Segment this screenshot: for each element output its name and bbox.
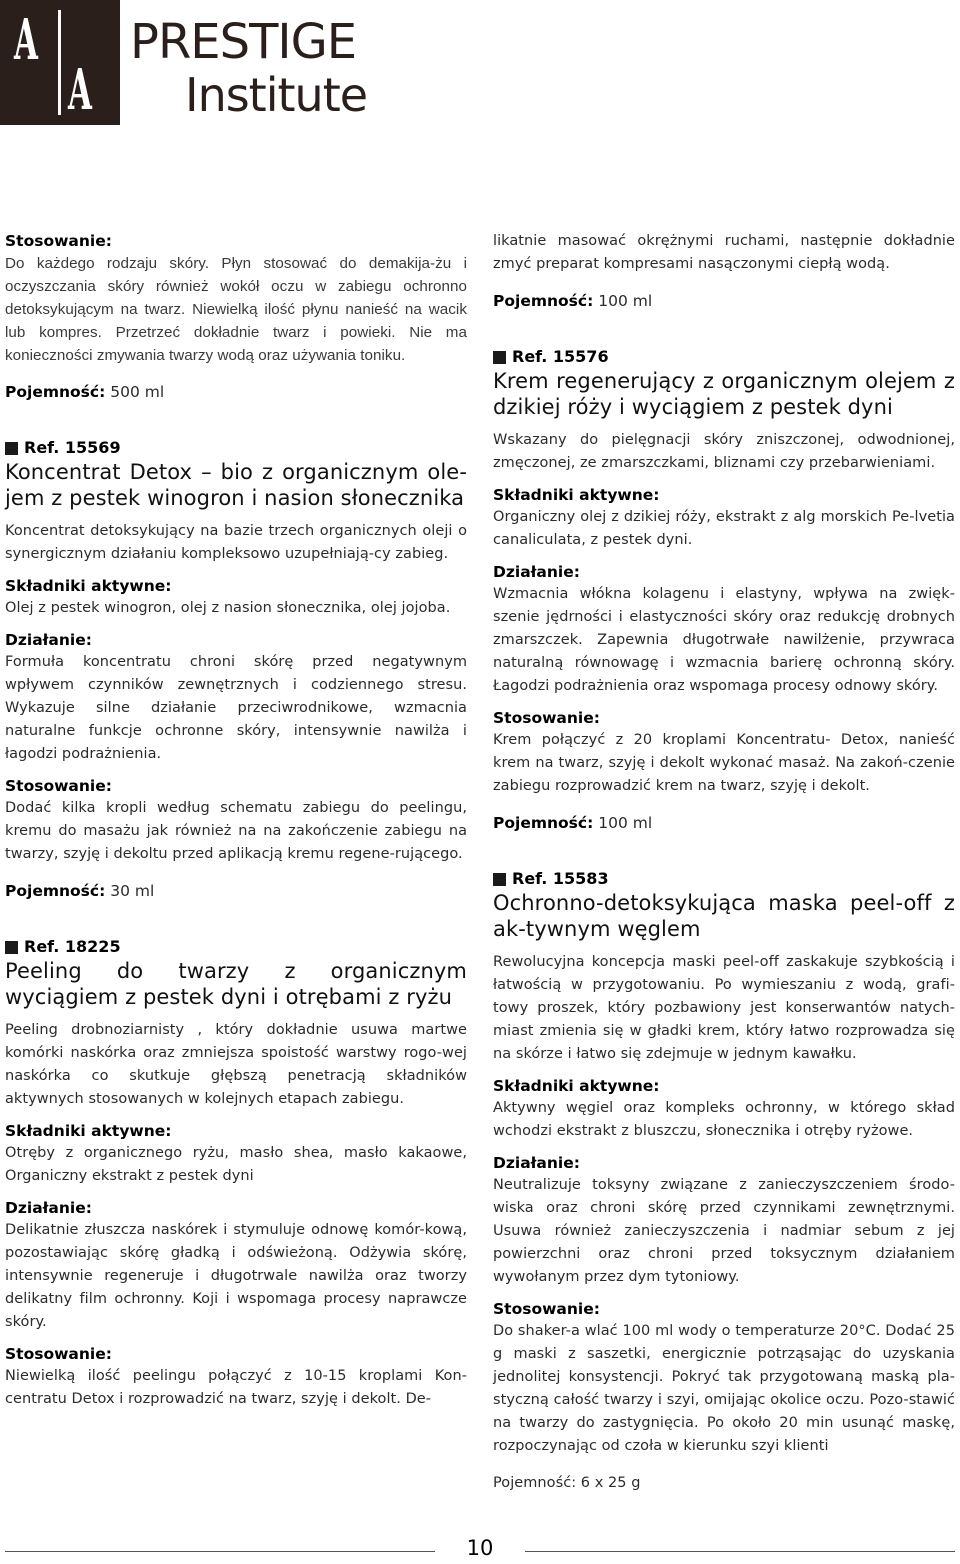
footer-rule-left: [5, 1551, 435, 1552]
capacity-label: Pojemność:: [5, 882, 106, 900]
ingredients-text: Organiczny olej z dzikiej róży, ekstrakt z alg morskich Pe-lvetia canaliculata, z pestek dyni.: [493, 509, 955, 548]
product-capacity: Pojemność: 6 x 25 g: [493, 1475, 641, 1491]
usage-text: Krem połączyć z 20 kroplami Koncentratu- Detox, nanieść krem na twarz, szyję i dekolt wykonać masaż. Na zakoń-czenie zabiegu rozprowadzić krem na twarz, szyję i dekolt.: [493, 732, 955, 794]
ingredients-label: Składniki aktywne:: [5, 577, 172, 595]
logo-letter-a1: A: [14, 7, 38, 73]
usage-label: Stosowanie:: [493, 1300, 600, 1318]
intro-usage-label: Stosowanie:: [5, 232, 112, 250]
usage-text: Niewielką ilość peelingu połączyć z 10-15 kroplami Kon-centratu Detox i rozprowadzić na twarz, szyję i dekolt. De-: [5, 1368, 467, 1407]
bullet-square-icon: [493, 351, 506, 364]
capacity-value: 30 ml: [110, 882, 155, 900]
product-ref: [493, 868, 955, 890]
continued-capacity: [493, 290, 955, 312]
action-label: Działanie:: [5, 1199, 92, 1217]
intro-capacity: [5, 381, 467, 403]
action-label: Działanie:: [5, 631, 92, 649]
ingredients-label: Składniki aktywne:: [493, 486, 660, 504]
product-capacity: [493, 812, 955, 834]
bullet-square-icon: [493, 873, 506, 886]
usage-label: Stosowanie:: [5, 1345, 112, 1363]
brand-logo: [0, 0, 380, 130]
product-ref: [5, 437, 467, 459]
action-text: Delikatnie złuszcza naskórek i stymuluje odnowę komór-kową, pozostawiając skórę gładką i odświeżoną. Odżywia skórę, intensywnie regeneruje i długotrwale nawilża oraz tworzy delikatny film ochronny. Koji i wspomaga procesy naprawcze skóry.: [5, 1222, 467, 1330]
product-title: Krem regenerujący z organicznym olejem z dzikiej róży i wyciągiem z pestek dyni: [493, 369, 955, 419]
ref-text: Ref. 18225: [24, 937, 121, 956]
bullet-square-icon: [5, 442, 18, 455]
brand-subtitle: Institute: [185, 68, 368, 122]
action-text: Neutralizuje toksyny związane z zanieczyszczeniem środo-wiska oraz chroni skórę przed czynnikami zewnętrznymi. Usuwa również zanieczyszczenia i nadmiar sebum z jej powierzchni oraz chroni przed toksycznym działaniem wywołanym przez dym tytoniowy.: [493, 1177, 955, 1285]
product-15583: [493, 868, 955, 1495]
ingredients-text: Aktywny węgiel oraz kompleks ochronny, w którego skład wchodzi ekstrakt z bluszczu, słonecznika i otręby ryżowe.: [493, 1100, 955, 1139]
brand-name: PRESTIGE: [130, 14, 357, 70]
product-title: Ochronno-detoksykująca maska peel-off z ak-tywnym węglem: [493, 891, 955, 941]
product-description: Peeling drobnoziarnisty , który dokładnie usuwa martwe komórki naskórka oraz zmniejsza spoistość warstwy rogo-wej naskórka co skutkuje głębszą penetracją składników aktywnych stosowanych w kolejnych etapach zabiegu.: [5, 1022, 467, 1107]
product-18225: [5, 936, 467, 1411]
capacity-label: Pojemność:: [5, 383, 106, 401]
product-ref: [5, 936, 467, 958]
product-capacity: [5, 880, 467, 902]
capacity-value: 100 ml: [598, 814, 653, 832]
right-column: [493, 230, 955, 1495]
ref-text: Ref. 15576: [512, 347, 609, 366]
continued-usage-text: likatnie masować okrężnymi ruchami, następnie dokładnie zmyć preparat kompresami nasączonymi ciepłą wodą.: [493, 233, 955, 272]
usage-text: Dodać kilka kropli według schematu zabiegu do peelingu, kremu do masażu jak również na na zakończenie zabiegu na twarzy, szyję i dekoltu przed aplikacją kremu regene-rującego.: [5, 800, 467, 862]
left-column: [5, 230, 467, 1411]
ingredients-text: Olej z pestek winogron, olej z nasion słonecznika, olej jojoba.: [5, 600, 451, 616]
logo-emblem: [0, 0, 120, 125]
product-title: Peeling do twarzy z organicznym wyciągiem z pestek dyni i otrębami z ryżu: [5, 959, 467, 1009]
ingredients-label: Składniki aktywne:: [5, 1122, 172, 1140]
bullet-square-icon: [5, 941, 18, 954]
page-footer: [0, 1532, 960, 1564]
action-text: Formuła koncentratu chroni skórę przed negatywnym wpływem czynników zewnętrznych i codziennego stresu. Wykazuje silne działanie przeciwrodnikowe, wzmacnia naturalne funkcje ochronne skóry, intensywnie nawilża i łagodzi podrażnienia.: [5, 654, 467, 762]
capacity-label: Pojemność:: [493, 814, 594, 832]
usage-text: Do shaker-a wlać 100 ml wody o temperaturze 20°C. Dodać 25 g maski z saszetki, energicznie potrząsając do uzyskania jednolitej konsystencji. Pokryć tak przygotowaną maską pla-styczną całość twarzy i szyi, omijając okolice oczu. Pozo-stawić na twarzy do zastygnięcia. Po około 20 min usunąć maskę, rozpoczynając od czoła w kierunku szyi klienti: [493, 1323, 955, 1454]
action-label: Działanie:: [493, 1154, 580, 1172]
ingredients-text: Otręby z organicznego ryżu, masło shea, masło kakaowe, Organiczny ekstrakt z pestek dyni: [5, 1145, 467, 1184]
product-15569: [5, 437, 467, 902]
product-description: Rewolucyjna koncepcja maski peel-off zaskakuje szybkością i łatwością w przygotowaniu. Po wymieszaniu z wodą, grafi-towy proszek, który pozbawiony jest konserwantów natych-miast zmienia się w gładki krem, który łatwo rozprowadza się na skórze i łatwo się zdejmuje w jednym kawałku.: [493, 954, 955, 1062]
product-description: Koncentrat detoksykujący na bazie trzech organicznych oleji o synergicznym działaniu kompleksowo uzupełniają-cy zabieg.: [5, 523, 467, 562]
product-title: Koncentrat Detox – bio z organicznym ole-jem z pestek winogron i nasion słonecznika: [5, 460, 467, 510]
ref-text: Ref. 15583: [512, 869, 609, 888]
usage-label: Stosowanie:: [493, 709, 600, 727]
logo-letter-a2: A: [68, 57, 92, 123]
action-label: Działanie:: [493, 563, 580, 581]
product-15576: [493, 346, 955, 834]
capacity-value: 100 ml: [598, 292, 653, 310]
ref-text: Ref. 15569: [24, 438, 121, 457]
product-description: Wskazany do pielęgnacji skóry zniszczonej, odwodnionej, zmęczonej, ze zmarszczkami, bliznami czy przebarwieniami.: [493, 432, 955, 471]
usage-label: Stosowanie:: [5, 777, 112, 795]
capacity-value: 500 ml: [110, 383, 165, 401]
logo-divider: [58, 10, 61, 115]
capacity-label: Pojemność:: [493, 292, 594, 310]
product-ref: [493, 346, 955, 368]
action-text: Wzmacnia włókna kolagenu i elastyny, wpływa na zwięk-szenie jędrności i elastyczności skóry oraz redukcję drobnych zmarszczek. Zapewnia długotrwałe nawilżenie, przywraca naturalną równowagę i wzmacnia barierę ochronną skóry. Łagodzi podrażnienia oraz wspomaga procesy odnowy skóry.: [493, 586, 955, 694]
page-number: 10: [466, 1536, 494, 1560]
intro-usage-text: Do każdego rodzaju skóry. Płyn stosować do demakija-żu i oczyszczania skóry również wokół oczu w zabiegu ochronno detoksykującym na twarz. Niewielką ilość płynu nanieść na wacik lub kompres. Przetrzeć dokładnie twarz i powieki. Nie ma konieczności zmywania twarzy wodą oraz używania toniku.: [5, 255, 467, 364]
footer-rule-right: [525, 1551, 955, 1552]
ingredients-label: Składniki aktywne:: [493, 1077, 660, 1095]
